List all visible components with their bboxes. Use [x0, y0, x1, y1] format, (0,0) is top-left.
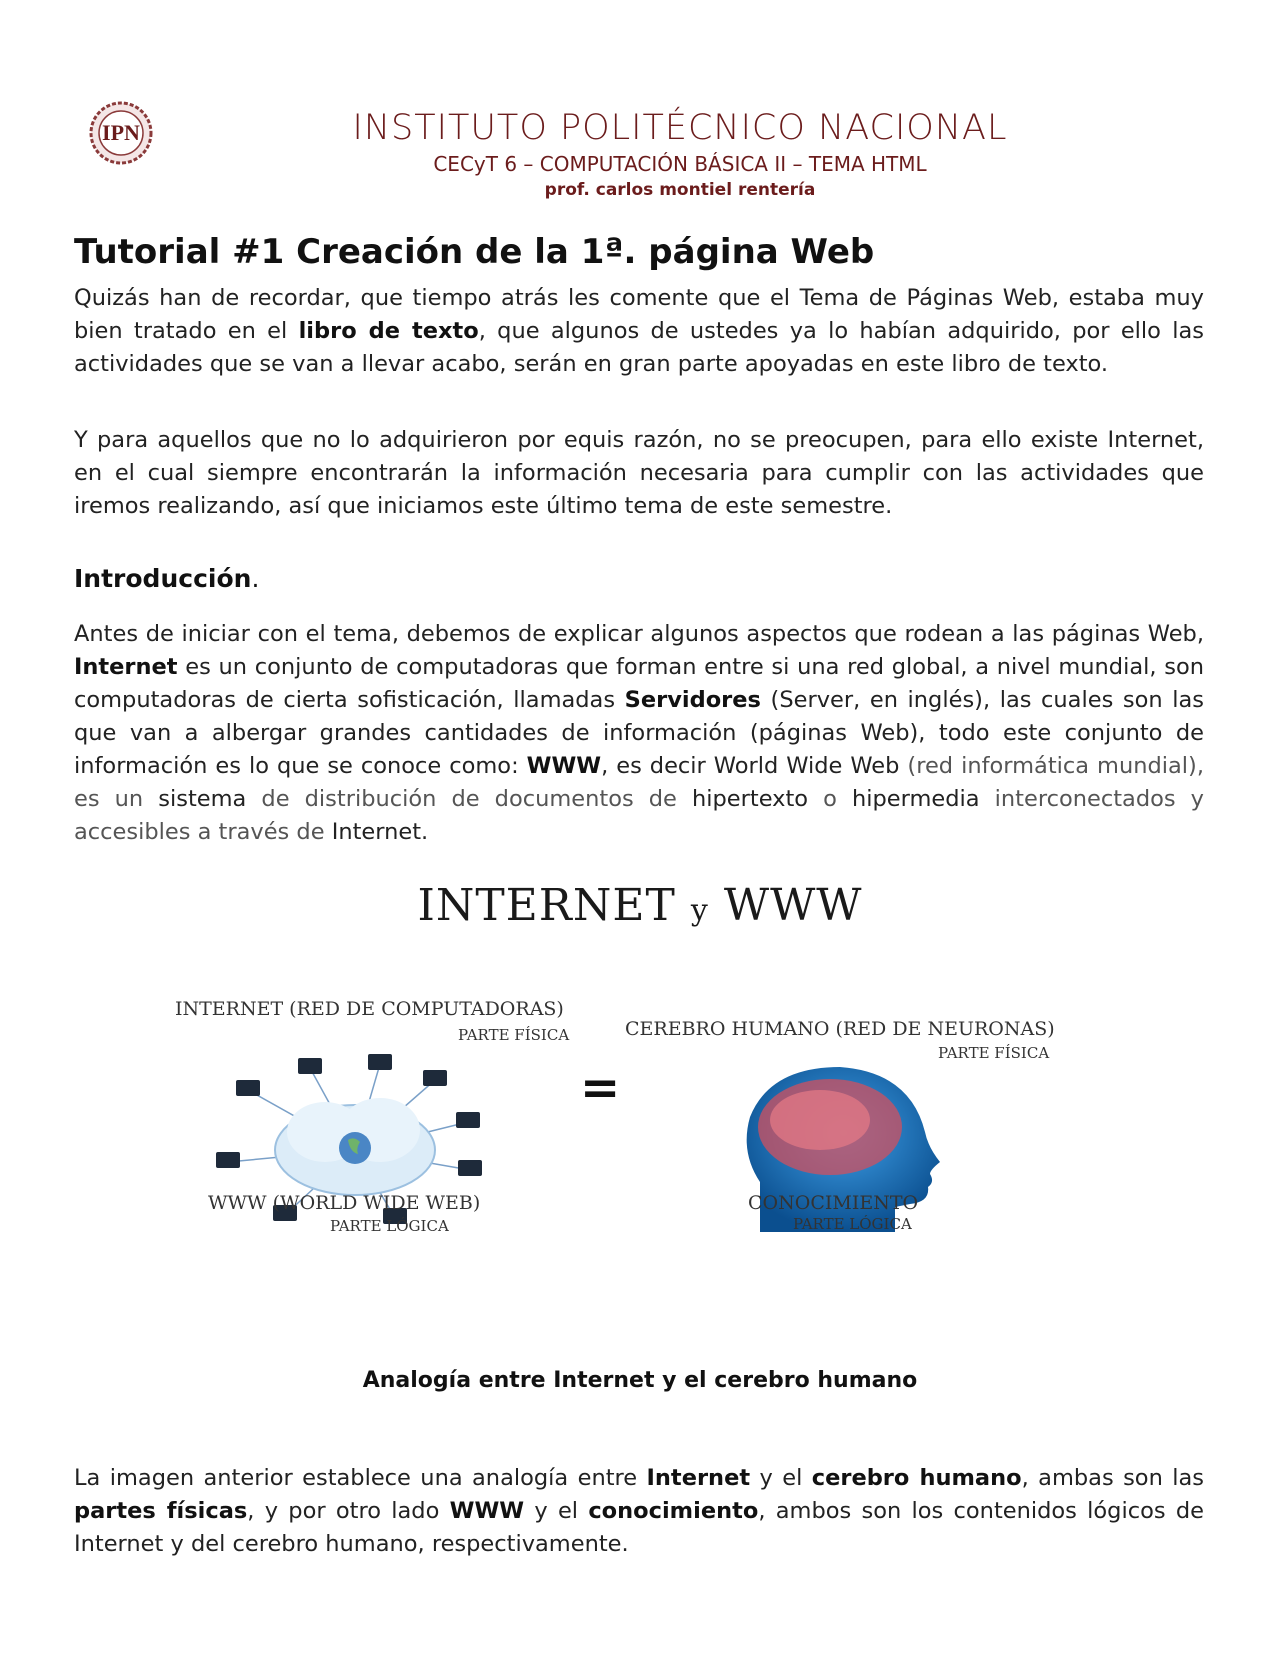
label-www: WWW (WORLD WIDE WEB) — [208, 1192, 481, 1214]
ipn-logo — [88, 100, 154, 166]
logo-text: IPN — [102, 120, 140, 145]
paragraph-1: Quizás han de recordar, que tiempo atrás les comente que el Tema de Páginas Web, estaba muy bien tratado en el libro de texto, que algunos de ustedes ya lo habían adquirido, por ello las actividades que se van a llevar acabo, serán en gran parte apoyadas en este libro de texto. — [74, 285, 1204, 377]
label-internet-physical: PARTE FÍSICA — [458, 1026, 570, 1044]
label-brain-physical: PARTE FÍSICA — [938, 1044, 1050, 1062]
label-brain: CEREBRO HUMANO (RED DE NEURONAS) — [625, 1018, 1055, 1040]
label-www-logical: PARTE LÓGICA — [330, 1217, 449, 1235]
cloud-icon — [275, 1098, 435, 1195]
paragraph-2: Y para aquellos que no lo adquirieron por equis razón, no se preocupen, para ello existe Internet, en el cual siempre encontrarán la información necesaria para cumplir con las actividades que iremos realizando, así que iniciamos este último tema de este semestre. — [74, 427, 1204, 519]
paragraph-3: Antes de iniciar con el tema, debemos de explicar algunos aspectos que rodean a las páginas Web, Internet es un conjunto de computadoras que forman entre si una red global, a nivel mundial, son computadoras de cierta sofisticación, llamadas Servidores (Server, en inglés), las cuales son las que van a albergar grandes cantidades de información (páginas Web), todo este conjunto de información es lo que se conoce como: WWW, es decir World Wide Web (red informática mundial), es un sistema de distribución de documentos de hipertexto o hipermedia interconectados y accesibles a través de Internet. — [74, 621, 1204, 845]
label-knowledge: CONOCIMIENTO — [748, 1192, 919, 1214]
paragraph-4: La imagen anterior establece una analogía entre Internet y el cerebro humano, ambas son las partes físicas, y por otro lado WWW y el conocimiento, ambos son los contenidos lógicos de Internet y del cerebro humano, respectivamente. — [74, 1465, 1205, 1557]
page-title: Tutorial #1 Creación de la 1ª. página Web — [74, 232, 875, 272]
equals-sign: = — [580, 1060, 621, 1116]
course-subtitle: CECyT 6 – COMPUTACIÓN BÁSICA II – TEMA HTML — [433, 152, 927, 176]
figure-title: INTERNET y WWW — [417, 880, 863, 931]
professor-name: prof. carlos montiel rentería — [544, 180, 816, 200]
figure-caption: Analogía entre Internet y el cerebro humano — [362, 1368, 918, 1393]
intro-heading: Introducción. — [74, 564, 260, 593]
label-internet: INTERNET (RED DE COMPUTADORAS) — [175, 998, 564, 1020]
institution-name: INSTITUTO POLITÉCNICO NACIONAL — [352, 108, 1008, 148]
label-knowledge-logical: PARTE LÓGICA — [793, 1215, 912, 1233]
internet-brain-figure — [140, 880, 1140, 1320]
